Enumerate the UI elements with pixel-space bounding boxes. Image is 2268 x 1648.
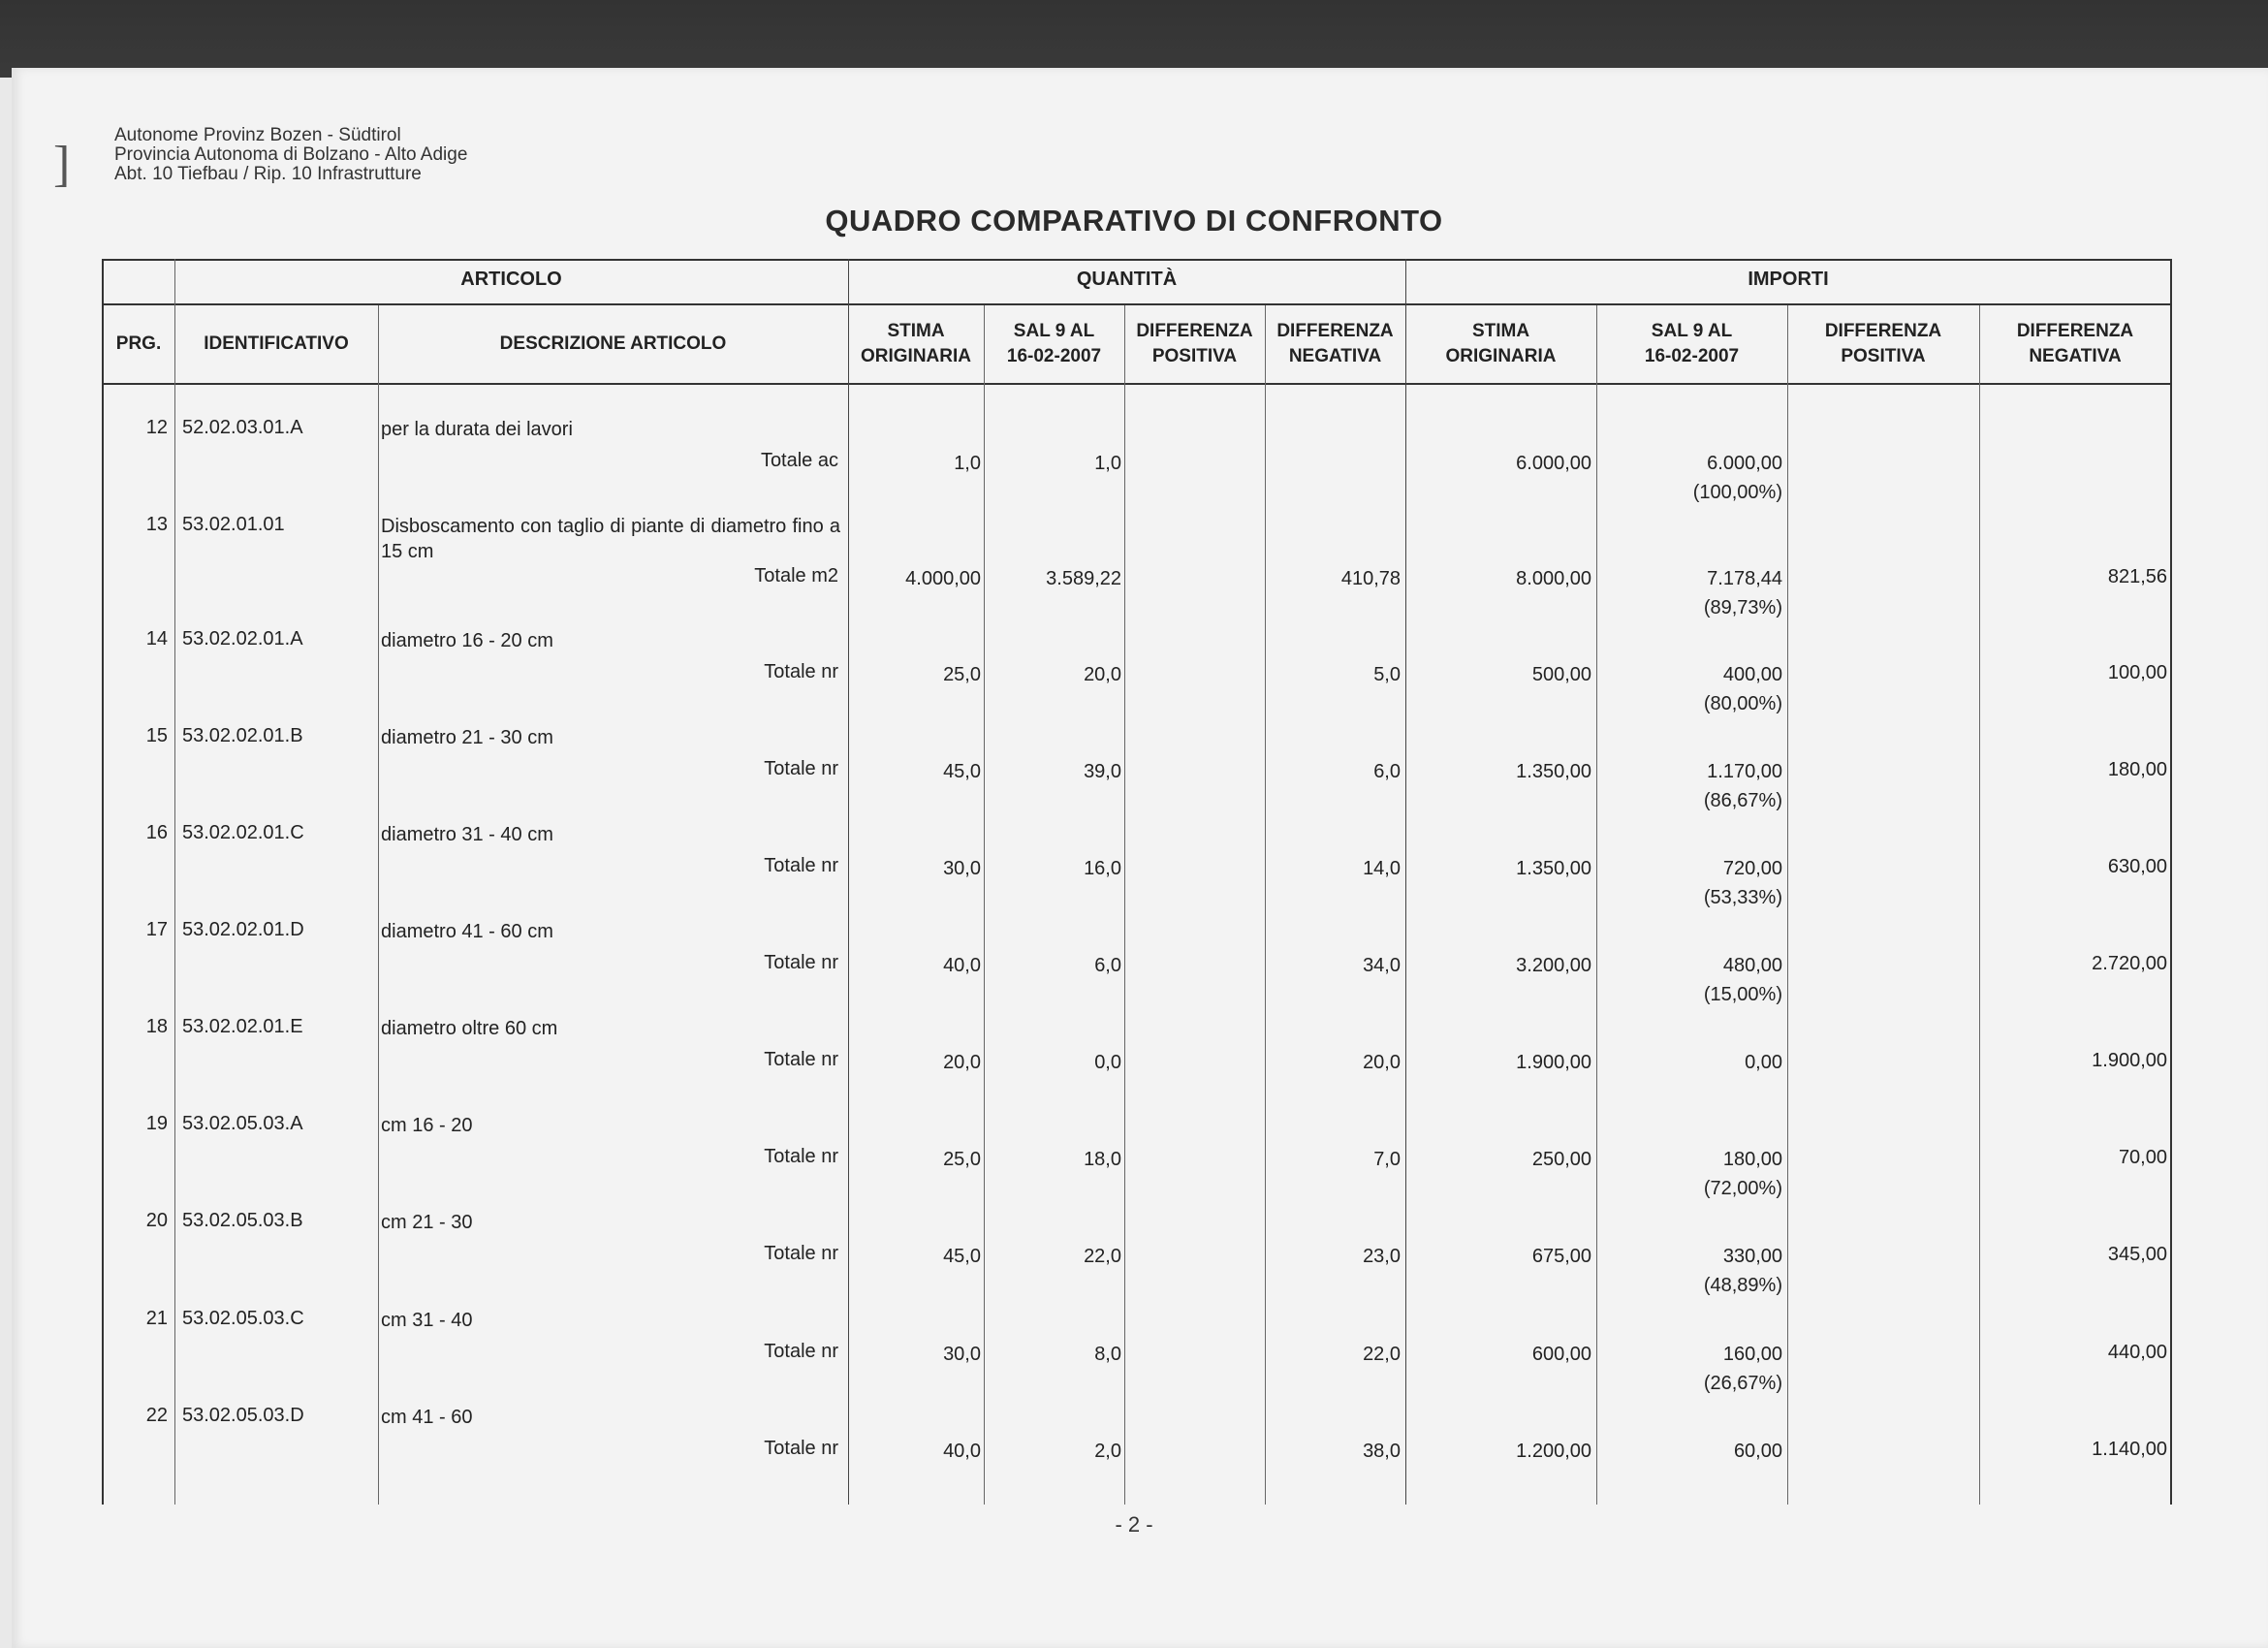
row-descrizione: diametro 21 - 30 cm bbox=[381, 727, 553, 748]
col-i-diff-negativa bbox=[1979, 305, 2171, 383]
col-divider bbox=[174, 259, 175, 1505]
col-divider bbox=[1124, 305, 1125, 1505]
col-q-stima-l2: ORIGINARIA bbox=[861, 346, 971, 366]
col-i-dneg-l1: DIFFERENZA bbox=[2016, 321, 2134, 341]
issuer-line-2: Provincia Autonoma di Bolzano - Alto Adige bbox=[114, 144, 468, 165]
row-prg: 13 bbox=[145, 514, 168, 535]
row-i-sal: 330,00 bbox=[1722, 1246, 1782, 1267]
row-q-sal: 3.589,22 bbox=[1046, 568, 1121, 589]
row-descrizione: diametro 16 - 20 cm bbox=[381, 630, 553, 651]
row-i-sal: 180,00 bbox=[1722, 1149, 1782, 1170]
row-i-sal: 400,00 bbox=[1722, 664, 1782, 685]
row-i-stima: 6.000,00 bbox=[1516, 453, 1591, 474]
column-header-divider bbox=[102, 383, 2172, 385]
row-descrizione: cm 31 - 40 bbox=[381, 1310, 473, 1331]
row-totale-label: Totale nr bbox=[764, 1049, 838, 1070]
row-identificativo: 53.02.02.01.D bbox=[182, 919, 304, 940]
row-q-sal: 8,0 bbox=[1094, 1344, 1121, 1365]
row-i-diff-negativa: 1.140,00 bbox=[2092, 1439, 2167, 1460]
row-prg: 16 bbox=[145, 822, 168, 843]
row-i-sal: 160,00 bbox=[1722, 1344, 1782, 1365]
row-i-stima: 1.900,00 bbox=[1516, 1052, 1591, 1073]
col-divider bbox=[378, 305, 379, 1505]
row-q-stima: 25,0 bbox=[943, 1149, 981, 1170]
row-i-percent: (72,00%) bbox=[1703, 1178, 1782, 1199]
row-i-diff-negativa: 440,00 bbox=[2107, 1342, 2167, 1363]
row-descrizione: Disboscamento con taglio di piante di diametro fino a 15 cm bbox=[381, 516, 840, 562]
col-divider bbox=[1787, 305, 1788, 1505]
row-identificativo: 53.02.02.01.E bbox=[182, 1016, 303, 1037]
row-q-stima: 25,0 bbox=[943, 664, 981, 685]
row-prg: 19 bbox=[145, 1113, 168, 1134]
row-i-percent: (15,00%) bbox=[1703, 984, 1782, 1005]
row-q-sal: 6,0 bbox=[1094, 955, 1121, 976]
issuer-line-1: Autonome Provinz Bozen - Südtirol bbox=[114, 125, 401, 145]
col-q-stima-l1: STIMA bbox=[887, 321, 945, 341]
row-i-diff-negativa: 345,00 bbox=[2107, 1244, 2167, 1265]
row-i-stima: 600,00 bbox=[1531, 1344, 1591, 1365]
row-i-stima: 1.350,00 bbox=[1516, 761, 1591, 782]
row-i-diff-negativa: 70,00 bbox=[2118, 1147, 2167, 1168]
group-importi: IMPORTI bbox=[1748, 269, 1829, 290]
row-prg: 17 bbox=[145, 919, 168, 940]
col-i-sal-l1: SAL 9 AL bbox=[1651, 321, 1733, 341]
row-q-stima: 1,0 bbox=[954, 453, 981, 474]
row-q-stima: 20,0 bbox=[943, 1052, 981, 1073]
row-i-sal: 0,00 bbox=[1745, 1052, 1782, 1073]
col-i-stima-l1: STIMA bbox=[1471, 321, 1530, 341]
row-totale-label: Totale nr bbox=[764, 855, 838, 876]
row-i-percent: (26,67%) bbox=[1703, 1373, 1782, 1394]
col-q-dneg-l1: DIFFERENZA bbox=[1276, 321, 1394, 341]
row-descrizione: diametro 31 - 40 cm bbox=[381, 824, 553, 845]
col-divider bbox=[1979, 305, 1980, 1505]
row-i-stima: 3.200,00 bbox=[1516, 955, 1591, 976]
row-prg: 12 bbox=[145, 417, 168, 438]
row-q-sal: 16,0 bbox=[1084, 858, 1121, 879]
col-divider bbox=[1405, 259, 1406, 1505]
row-i-percent: (100,00%) bbox=[1692, 482, 1782, 503]
row-q-sal: 22,0 bbox=[1084, 1246, 1121, 1267]
row-i-stima: 500,00 bbox=[1531, 664, 1591, 685]
row-q-diff-negativa: 22,0 bbox=[1363, 1344, 1401, 1365]
page-number: - 2 - bbox=[1115, 1512, 1153, 1537]
row-descrizione: diametro oltre 60 cm bbox=[381, 1018, 558, 1039]
row-identificativo: 53.02.01.01 bbox=[182, 514, 285, 535]
row-q-stima: 40,0 bbox=[943, 1441, 981, 1462]
row-identificativo: 52.02.03.01.A bbox=[182, 417, 303, 438]
row-descrizione: per la durata dei lavori bbox=[381, 419, 573, 440]
row-i-diff-negativa: 630,00 bbox=[2107, 856, 2167, 877]
col-divider bbox=[984, 305, 985, 1505]
row-totale-label: Totale nr bbox=[764, 1341, 838, 1362]
row-i-stima: 8.000,00 bbox=[1516, 568, 1591, 589]
row-prg: 14 bbox=[145, 628, 168, 650]
row-q-stima: 30,0 bbox=[943, 1344, 981, 1365]
row-i-diff-negativa: 821,56 bbox=[2107, 566, 2167, 587]
row-i-diff-negativa: 1.900,00 bbox=[2092, 1050, 2167, 1071]
group-quantita: QUANTITÀ bbox=[1076, 269, 1178, 290]
row-totale-label: Totale nr bbox=[764, 758, 838, 779]
col-q-diff-positiva bbox=[1124, 305, 1265, 383]
row-identificativo: 53.02.05.03.B bbox=[182, 1210, 303, 1231]
scan-edge bbox=[0, 0, 2268, 78]
row-i-stima: 1.200,00 bbox=[1516, 1441, 1591, 1462]
col-i-dpos-l2: POSITIVA bbox=[1841, 346, 1926, 366]
row-totale-label: Totale m2 bbox=[754, 565, 838, 586]
col-identificativo: IDENTIFICATIVO bbox=[204, 333, 349, 354]
row-i-sal: 6.000,00 bbox=[1707, 453, 1782, 474]
col-i-sal-l2: 16-02-2007 bbox=[1644, 346, 1740, 366]
row-i-percent: (89,73%) bbox=[1703, 597, 1782, 618]
row-prg: 18 bbox=[145, 1016, 168, 1037]
col-i-stima bbox=[1405, 305, 1596, 383]
row-i-stima: 1.350,00 bbox=[1516, 858, 1591, 879]
row-i-sal: 60,00 bbox=[1733, 1441, 1782, 1462]
row-identificativo: 53.02.05.03.C bbox=[182, 1308, 304, 1329]
document-title: QUADRO COMPARATIVO DI CONFRONTO bbox=[825, 204, 1443, 238]
row-totale-label: Totale nr bbox=[764, 661, 838, 682]
col-i-dpos-l1: DIFFERENZA bbox=[1824, 321, 1942, 341]
col-descrizione: DESCRIZIONE ARTICOLO bbox=[499, 333, 727, 354]
col-i-diff-positiva bbox=[1787, 305, 1979, 383]
row-q-diff-negativa: 410,78 bbox=[1340, 568, 1401, 589]
row-totale-label: Totale nr bbox=[764, 1243, 838, 1264]
row-q-sal: 18,0 bbox=[1084, 1149, 1121, 1170]
row-prg: 15 bbox=[145, 725, 168, 746]
row-identificativo: 53.02.05.03.D bbox=[182, 1405, 304, 1426]
col-i-sal bbox=[1596, 305, 1787, 383]
row-i-stima: 675,00 bbox=[1531, 1246, 1591, 1267]
row-i-diff-negativa: 100,00 bbox=[2107, 662, 2167, 683]
col-q-sal-l1: SAL 9 AL bbox=[1013, 321, 1095, 341]
row-totale-label: Totale nr bbox=[764, 952, 838, 973]
row-totale-label: Totale nr bbox=[764, 1146, 838, 1167]
row-descrizione: diametro 41 - 60 cm bbox=[381, 921, 553, 942]
row-q-sal: 20,0 bbox=[1084, 664, 1121, 685]
col-q-dneg-l2: NEGATIVA bbox=[1288, 346, 1382, 366]
col-divider bbox=[1265, 305, 1266, 1505]
row-i-sal: 1.170,00 bbox=[1707, 761, 1782, 782]
row-i-percent: (86,67%) bbox=[1703, 790, 1782, 811]
row-i-sal: 7.178,44 bbox=[1707, 568, 1782, 589]
row-identificativo: 53.02.02.01.B bbox=[182, 725, 303, 746]
row-descrizione: cm 16 - 20 bbox=[381, 1115, 473, 1136]
row-q-sal: 39,0 bbox=[1084, 761, 1121, 782]
punch-mark: ] bbox=[53, 137, 71, 192]
row-i-percent: (53,33%) bbox=[1703, 887, 1782, 908]
col-prg: PRG. bbox=[115, 333, 162, 354]
col-i-dneg-l2: NEGATIVA bbox=[2029, 346, 2122, 366]
row-totale-label: Totale ac bbox=[760, 450, 838, 471]
row-identificativo: 53.02.05.03.A bbox=[182, 1113, 303, 1134]
row-prg: 21 bbox=[145, 1308, 168, 1329]
row-q-diff-negativa: 23,0 bbox=[1363, 1246, 1401, 1267]
col-i-stima-l2: ORIGINARIA bbox=[1445, 346, 1557, 366]
row-q-stima: 40,0 bbox=[943, 955, 981, 976]
row-q-diff-negativa: 14,0 bbox=[1363, 858, 1401, 879]
row-q-diff-negativa: 7,0 bbox=[1373, 1149, 1401, 1170]
col-q-sal-l2: 16-02-2007 bbox=[1006, 346, 1102, 366]
row-q-diff-negativa: 38,0 bbox=[1363, 1441, 1401, 1462]
row-i-sal: 720,00 bbox=[1722, 858, 1782, 879]
col-q-diff-negativa bbox=[1265, 305, 1405, 383]
issuer-header bbox=[114, 126, 467, 184]
row-prg: 20 bbox=[145, 1210, 168, 1231]
issuer-line-3: Abt. 10 Tiefbau / Rip. 10 Infrastrutture bbox=[114, 164, 422, 184]
row-q-sal: 0,0 bbox=[1094, 1052, 1121, 1073]
row-identificativo: 53.02.02.01.C bbox=[182, 822, 304, 843]
row-prg: 22 bbox=[145, 1405, 168, 1426]
col-q-sal bbox=[984, 305, 1124, 383]
col-q-stima bbox=[848, 305, 984, 383]
row-q-stima: 4.000,00 bbox=[905, 568, 981, 589]
col-q-dpos-l1: DIFFERENZA bbox=[1136, 321, 1253, 341]
col-divider bbox=[848, 259, 849, 1505]
row-i-percent: (80,00%) bbox=[1703, 693, 1782, 714]
row-q-diff-negativa: 6,0 bbox=[1373, 761, 1401, 782]
row-descrizione: cm 41 - 60 bbox=[381, 1407, 473, 1428]
row-q-diff-negativa: 34,0 bbox=[1363, 955, 1401, 976]
row-totale-label: Totale nr bbox=[764, 1438, 838, 1459]
row-descrizione: cm 21 - 30 bbox=[381, 1212, 473, 1233]
row-q-stima: 45,0 bbox=[943, 1246, 981, 1267]
col-q-dpos-l2: POSITIVA bbox=[1151, 346, 1238, 366]
row-q-sal: 2,0 bbox=[1094, 1441, 1121, 1462]
row-q-stima: 30,0 bbox=[943, 858, 981, 879]
row-q-stima: 45,0 bbox=[943, 761, 981, 782]
row-i-sal: 480,00 bbox=[1722, 955, 1782, 976]
row-identificativo: 53.02.02.01.A bbox=[182, 628, 303, 650]
group-articolo: ARTICOLO bbox=[460, 269, 562, 290]
row-q-sal: 1,0 bbox=[1094, 453, 1121, 474]
row-i-diff-negativa: 2.720,00 bbox=[2092, 953, 2167, 974]
row-q-diff-negativa: 5,0 bbox=[1373, 664, 1401, 685]
row-q-diff-negativa: 20,0 bbox=[1363, 1052, 1401, 1073]
row-i-percent: (48,89%) bbox=[1703, 1275, 1782, 1296]
row-i-diff-negativa: 180,00 bbox=[2107, 759, 2167, 780]
row-i-stima: 250,00 bbox=[1531, 1149, 1591, 1170]
